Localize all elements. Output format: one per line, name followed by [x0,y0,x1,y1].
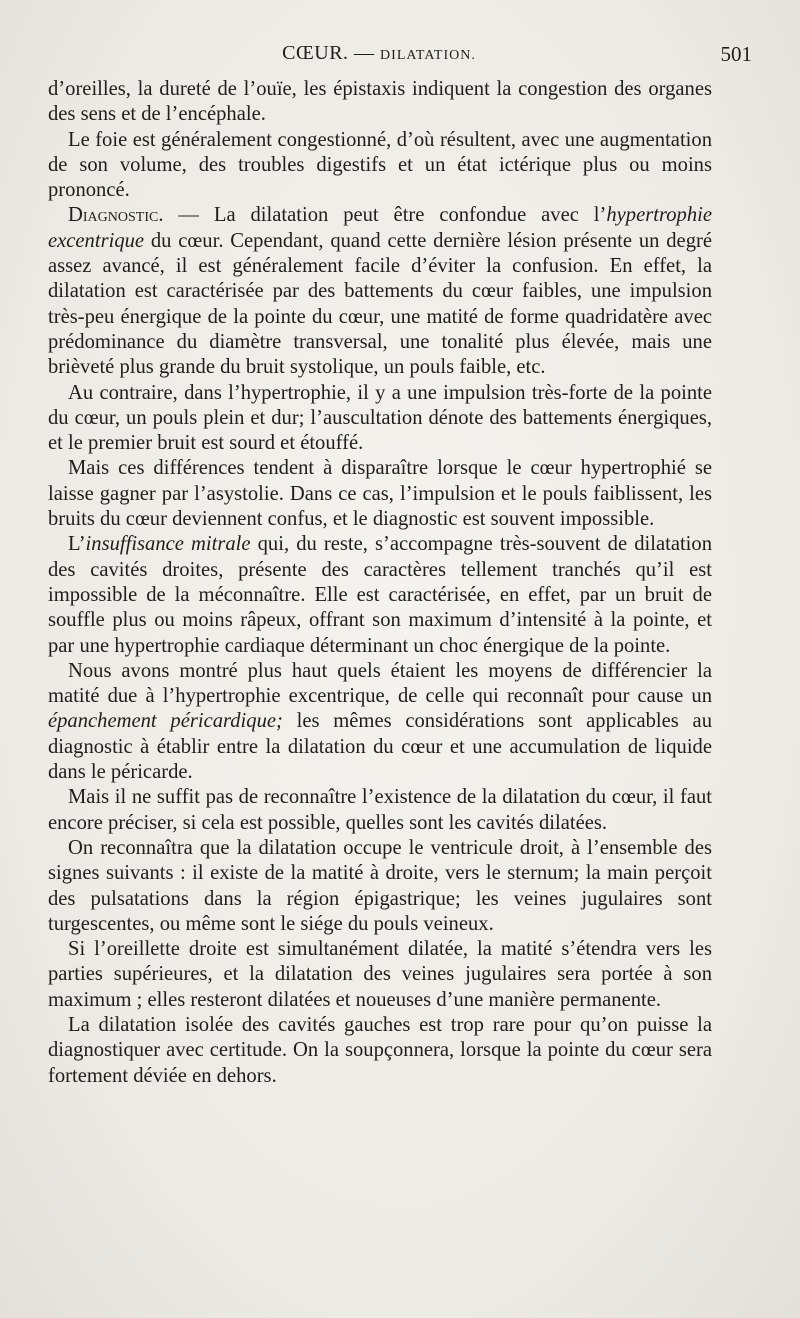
running-title [48,42,710,65]
paragraph-text: Si l’oreillette droite est simultanément dilatée, la matité s’étendra vers les parties supérieures, et la dilatation des veines jugulaires sera portée à son maximum ; elles resteront dilatées et noueuses d’une manière permanente. [48,938,712,1011]
paragraph-text: Au contraire, dans l’hypertrophie, il y a une impulsion très-forte de la pointe du cœur, un pouls plein et dur; l’auscultation dénote des battements énergiques, et le premier bruit est sourd et étouffé. [48,381,712,455]
paragraph-text: Nous avons montré plus haut quels étaient les moyens de différencier la matité due à l’hypertrophie excentrique, de celle qui reconnaît pour cause un [48,659,712,708]
paragraph-text: d’oreilles, la dureté de l’ouïe, les épistaxis indiquent la congestion des organes des sens et de l’encéphale. [48,78,712,126]
paragraph-text: On reconnaîtra que la dilatation occupe le ventricule droit, à l’ensemble des signes suivants : il existe de la matité à droite, vers le sternum; la main perçoit des pulsatations dans la région épigastrique; les veines jugulaires sont turgescentes, ou même sont le siége du pouls veineux. [48,836,712,935]
paragraph-text: du cœur. Cependant, quand cette dernière lésion présente un degré assez avancé, il est généralement facile d’éviter la confusion. En effet, la dilatation est caractérisée par des battements du cœur faibles, une impulsion très-peu énergique de la pointe du cœur, une matité de forme quadridatère avec prédominance du diamètre transversal, une tonalité plus élevée, mais une brièveté plus grande du bruit systolique, un pouls faible, etc. [48,229,712,379]
italic-text: hypertrophie excentrique [48,204,712,252]
paragraph-text: les mêmes considérations sont applicables au diagnostic à établir entre la dilatation du cœur et une accumulation de liquide dans le péricarde. [48,710,712,784]
paragraph-text: Mais ces différences tendent à disparaître lorsque le cœur hypertrophié se laisse gagner par l’asystolie. Dans ce cas, l’impulsion et le pouls faiblissent, les bruits du cœur deviennent confus, et le diagnostic est souvent impossible. [48,457,712,531]
section-heading: Diagnostic. [68,204,164,227]
paragraph [48,77,712,128]
paragraph [48,1013,712,1089]
paragraph [48,785,712,836]
running-title-section: DILATATION. [380,48,476,63]
italic-text: insuffisance mitrale [85,533,251,556]
paragraph [48,203,712,380]
body-text [48,77,712,1089]
paragraph-text: Mais il ne suffit pas de reconnaître l’existence de la dilatation du cœur, il faut encore préciser, si cela est possible, quelles sont les cavités dilatées. [48,786,712,834]
paragraph [48,659,712,785]
paragraph-text: qui, du reste, s’accompagne très-souvent de dilatation des cavités droites, présente des caractères tellement tranchés qu’il est impossible de la méconnaître. Elle est caractérisée, en effet, par un bruit de souffle plus ou moins râpeux, offrant son maximum d’intensité à la pointe, et par une hypertrophie cardiaque déterminant un choc énergique de la pointe. [48,533,712,657]
page-header [48,42,752,70]
page-number: 501 [720,42,752,66]
paragraph-text: — La dilatation peut être confondue avec l’ [163,204,607,227]
paragraph-text: La dilatation isolée des cavités gauches est trop rare pour qu’on puisse la diagnostiquer avec certitude. On la soupçonnera, lorsque la pointe du cœur sera fortement déviée en dehors. [48,1013,712,1087]
paragraph-text: L’ [68,533,86,556]
paragraph [48,456,712,532]
paragraph [48,381,712,457]
italic-text: épanchement péricardique; [48,710,283,733]
paragraph [48,532,712,658]
paragraph [48,937,712,1013]
paragraph-text: Le foie est généralement congestionné, d’où résultent, avec une augmentation de son volume, des troubles digestifs et un état ictérique plus ou moins prononcé. [48,128,712,202]
running-title-main: CŒUR. — [282,42,381,64]
paragraph [48,128,712,204]
paragraph [48,836,712,937]
